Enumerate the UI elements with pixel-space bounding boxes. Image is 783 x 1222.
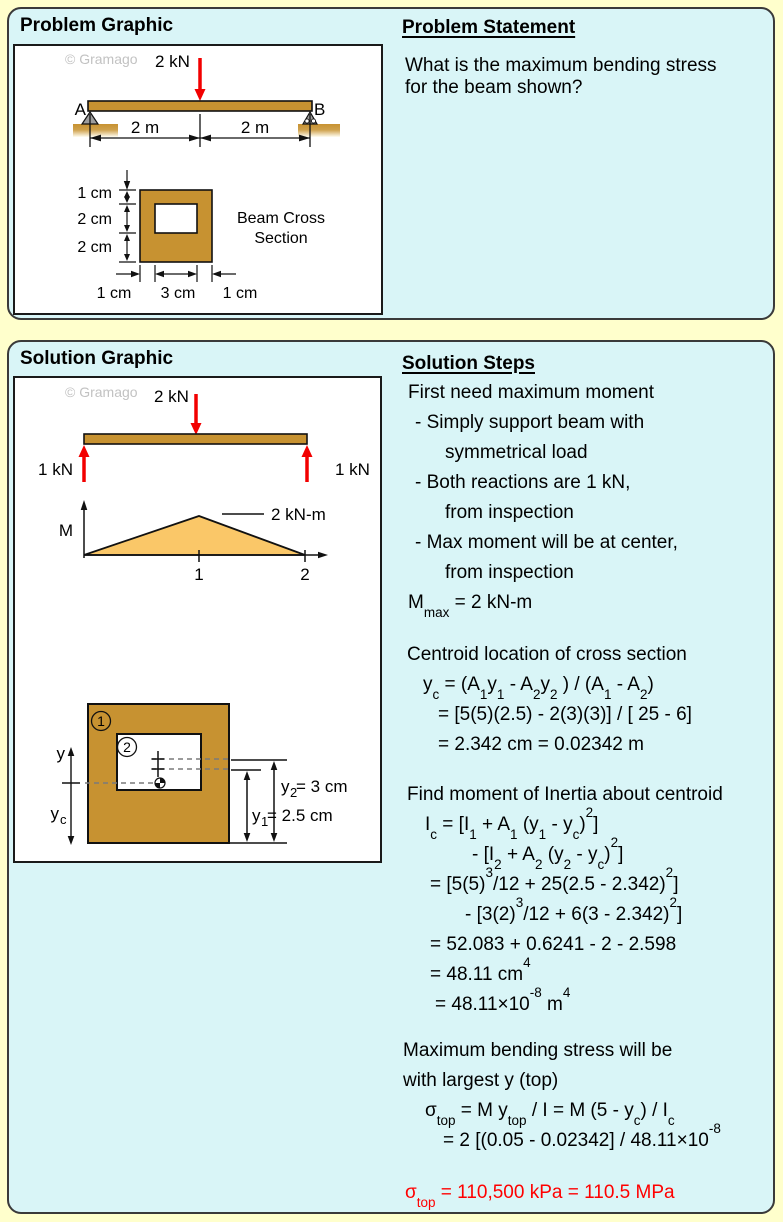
moment-tick2-label: 2: [300, 565, 310, 584]
span-left-label: 2 m: [130, 118, 160, 137]
beam: [84, 434, 307, 444]
solution-step-line: $M_{max} = 2$ kN-m: [408, 592, 533, 620]
solution-step-line: = 2 [$(0.05 - 0.02342] / 48.11\times 10^{-8}$: [443, 1120, 721, 1151]
region2-label: 2: [123, 739, 131, 755]
solution-step-line: - Max moment will be at center,: [415, 532, 678, 553]
solution-step-line: $\sigma_{top} = 110,500$ kPa = 110.5 MPa: [405, 1182, 675, 1210]
solution-step-line: - $[3(2)^3/12 + 6(3 - 2.342)^2]$: [465, 894, 683, 925]
y1-label-base: y: [252, 806, 261, 825]
span-dimension: [90, 114, 310, 147]
cs-caption-line2: Section: [254, 230, 308, 247]
problem-figure: [15, 46, 377, 309]
reaction-left-label: 1 kN: [38, 460, 73, 479]
solution-graphic-box: [13, 376, 382, 863]
problem-statement-line: What is the maximum bending stress: [405, 55, 717, 76]
solution-step-line: $y_c = (A_1y_1 - A_2y_2$ ) / $(A_1 - A_2)$: [423, 674, 654, 702]
reaction-arrow-left-icon: [79, 445, 90, 482]
solution-step-line: from inspection: [445, 562, 574, 583]
solution-step-line: = 2.342 cm = 0.02342 m: [438, 734, 644, 755]
watermark: © Gramago: [65, 384, 138, 400]
centroid-marker-icon: [155, 778, 165, 788]
solution-step-line: = $48.11\times 10^{-8}$ $m^4$: [435, 984, 571, 1015]
yc-label-sub: c: [60, 812, 67, 827]
solution-step-line: First need maximum moment: [408, 382, 655, 403]
solution-steps-title: Solution Steps: [402, 353, 535, 374]
solution-step-line: = 48.11 $cm^4$: [430, 954, 531, 985]
yc-label-base: y: [50, 804, 59, 823]
y2-label-rest: = 3 cm: [296, 777, 348, 796]
solution-step-line: - [$I_2 + A_2$ $(y_2 - y_c)^2$]: [472, 834, 624, 872]
span-right-label: 2 m: [240, 118, 270, 137]
problem-statement-line: for the beam shown?: [405, 77, 583, 98]
solution-step-line: Find moment of Inertia about centroid: [407, 784, 723, 805]
load-label: 2 kN: [155, 52, 190, 71]
solution-step-line: $I_c = [I_1 + A_1$ $(y_1 - y_c)^2$]: [425, 804, 599, 842]
y-dimension-arrowheads: [244, 761, 278, 842]
region1-label: 1: [97, 713, 105, 729]
support-b-label: B: [314, 100, 326, 119]
solution-step-line: = 52.083 + 0.6241 - 2 - 2.598: [430, 934, 677, 955]
load-arrow-icon: [191, 394, 202, 435]
y-axis-label: y: [56, 744, 65, 763]
solution-step-line: - Both reactions are 1 kN,: [415, 472, 631, 493]
cs-dim-bot-label: 2 cm: [77, 239, 112, 256]
solution-step-line: symmetrical load: [445, 442, 588, 463]
y2-label-base: y: [281, 777, 290, 796]
cs-caption-line1: Beam Cross: [236, 210, 326, 227]
moment-tick1-label: 1: [194, 565, 204, 584]
solution-step-line: = $[5(5)^3/12 + 25(2.5 - 2.342)^2]$: [430, 864, 679, 895]
cs-dim-b2-label: 3 cm: [160, 285, 196, 302]
y2-label-sub: 2: [290, 785, 298, 800]
y-dimensions: [225, 760, 287, 843]
solution-step-line: with largest y (top): [403, 1070, 559, 1091]
solution-step-line: $\sigma_{top} = M$ $y_{top} / I = M$ $(5 - y_c) / I_c$: [425, 1100, 675, 1128]
solution-panel: [7, 340, 775, 1214]
cs-dim-b3-label: 1 cm: [222, 285, 258, 302]
watermark: © Gramago: [65, 51, 138, 67]
reaction-arrow-right-icon: [302, 445, 313, 482]
cs-dim-mid-label: 2 cm: [77, 211, 112, 228]
cs-dim-b1-label: 1 cm: [96, 285, 132, 302]
support-a-label: A: [74, 100, 86, 119]
solution-graphic-title: Solution Graphic: [20, 348, 174, 369]
beam: [88, 101, 312, 111]
problem-graphic-box: [13, 44, 383, 315]
solution-step-line: - Simply support beam with: [415, 412, 645, 433]
reaction-right-label: 1 kN: [335, 460, 370, 479]
solution-step-line: Centroid location of cross section: [407, 644, 687, 665]
problem-statement-title: Problem Statement: [402, 17, 576, 38]
y1-label-rest: = 2.5 cm: [267, 806, 333, 825]
cs-dim-top-label: 1 cm: [77, 185, 112, 202]
problem-statement: [405, 55, 770, 99]
solution-figure: [15, 378, 376, 857]
cross-section-hole: [155, 204, 197, 233]
solution-steps-list: [402, 378, 776, 1208]
moment-axis-label: M: [58, 521, 73, 540]
moment-peak-label: 2 kN-m: [271, 505, 326, 524]
solution-step-line: Maximum bending stress will be: [403, 1040, 673, 1061]
problem-panel: [7, 7, 775, 320]
load-arrow-icon: [195, 58, 206, 101]
y1-label-sub: 1: [261, 814, 269, 829]
problem-graphic-title: Problem Graphic: [20, 15, 174, 36]
solution-step-line: from inspection: [445, 502, 574, 523]
load-label: 2 kN: [154, 387, 189, 406]
solution-step-line: = [5(5)(2.5) - 2(3)(3)] / [ 25 - 6]: [438, 704, 692, 725]
